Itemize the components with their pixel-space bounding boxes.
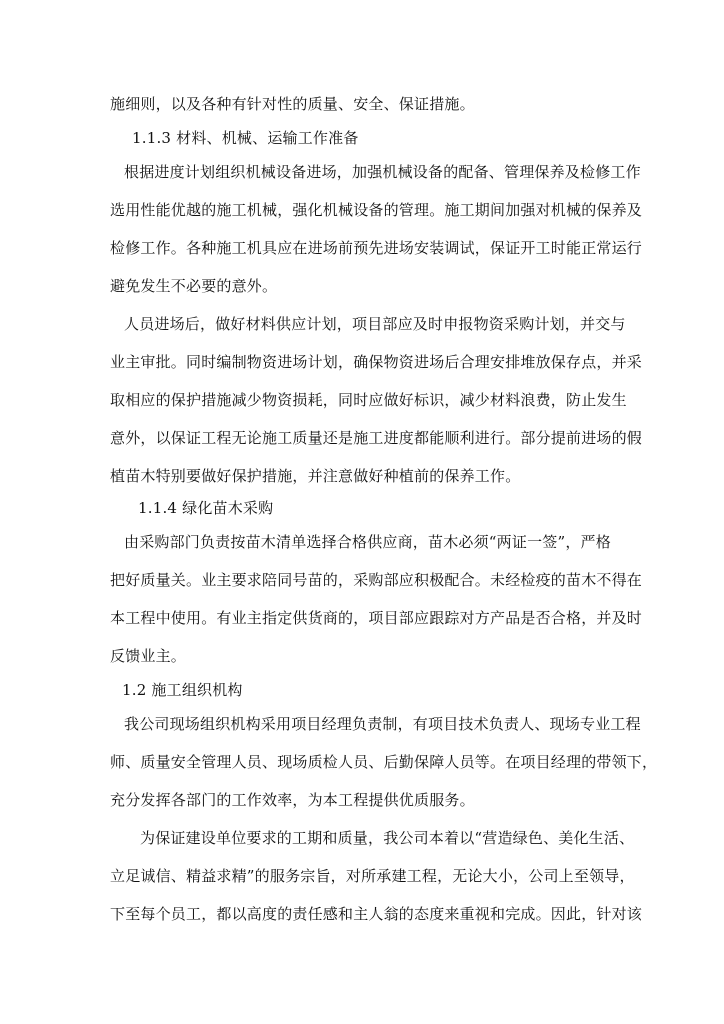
paragraph-line: 根据进度计划组织机械设备进场，加强机械设备的配备、管理保养及检修工作 — [124, 163, 641, 181]
paragraph-line: 把好质量关。业主要求陪同号苗的，采购部应积极配合。未经检疫的苗木不得在 — [110, 571, 643, 589]
section-heading-1-1-4: 1.1.4 绿化苗木采购 — [138, 499, 274, 517]
paragraph-line: 由采购部门负责按苗木清单选择合格供应商，苗木必须“两证一签”，严格 — [124, 533, 611, 551]
paragraph-line: 植苗木特别要做好保护措施，并注意做好种植前的保养工作。 — [110, 467, 521, 485]
paragraph-line: 避免发生不必要的意外。 — [110, 277, 278, 295]
section-heading-1-1-3: 1.1.3 材料、机械、运输工作准备 — [132, 129, 359, 147]
paragraph-line: 我公司现场组织机构采用项目经理负责制，有项目技术负责人、现场专业工程 — [124, 715, 641, 733]
paragraph-line: 下至每个员工，都以高度的责任感和主人翁的态度来重视和完成。因此，针对该 — [110, 905, 643, 923]
paragraph-line: 选用性能优越的施工机械，强化机械设备的管理。施工期间加强对机械的保养及 — [110, 201, 643, 219]
paragraph-line: 师、质量安全管理人员、现场质检人员、后勤保障人员等。在项目经理的带领下， — [110, 753, 658, 771]
paragraph-line: 检修工作。各种施工机具应在进场前预先进场安装调试，保证开工时能正常运行 — [110, 239, 643, 257]
paragraph-line: 施细则，以及各种有针对性的质量、安全、保证措施。 — [110, 95, 475, 113]
paragraph-line: 反馈业主。 — [110, 647, 187, 665]
paragraph-line: 为保证建设单位要求的工期和质量，我公司本着以“营造绿色、美化生活、 — [140, 829, 635, 847]
paragraph-line: 人员进场后，做好材料供应计划，项目部应及时申报物资采购计划，并交与 — [124, 315, 626, 333]
paragraph-line: 意外，以保证工程无论施工质量还是施工进度都能顺利进行。部分提前进场的假 — [110, 429, 643, 447]
paragraph-line: 充分发挥各部门的工作效率，为本工程提供优质服务。 — [110, 791, 475, 809]
paragraph-line: 业主审批。同时编制物资进场计划，确保物资进场后合理安排堆放保存点，并采 — [110, 353, 643, 371]
paragraph-line: 立足诚信、精益求精”的服务宗旨，对所承建工程，无论大小，公司上至领导， — [110, 867, 635, 885]
paragraph-line: 取相应的保护措施减少物资损耗，同时应做好标识，减少材料浪费，防止发生 — [110, 391, 627, 409]
section-heading-1-2: 1.2 施工组织机构 — [122, 681, 243, 699]
paragraph-line: 本工程中使用。有业主指定供货商的，项目部应跟踪对方产品是否合格，并及时 — [110, 609, 643, 627]
